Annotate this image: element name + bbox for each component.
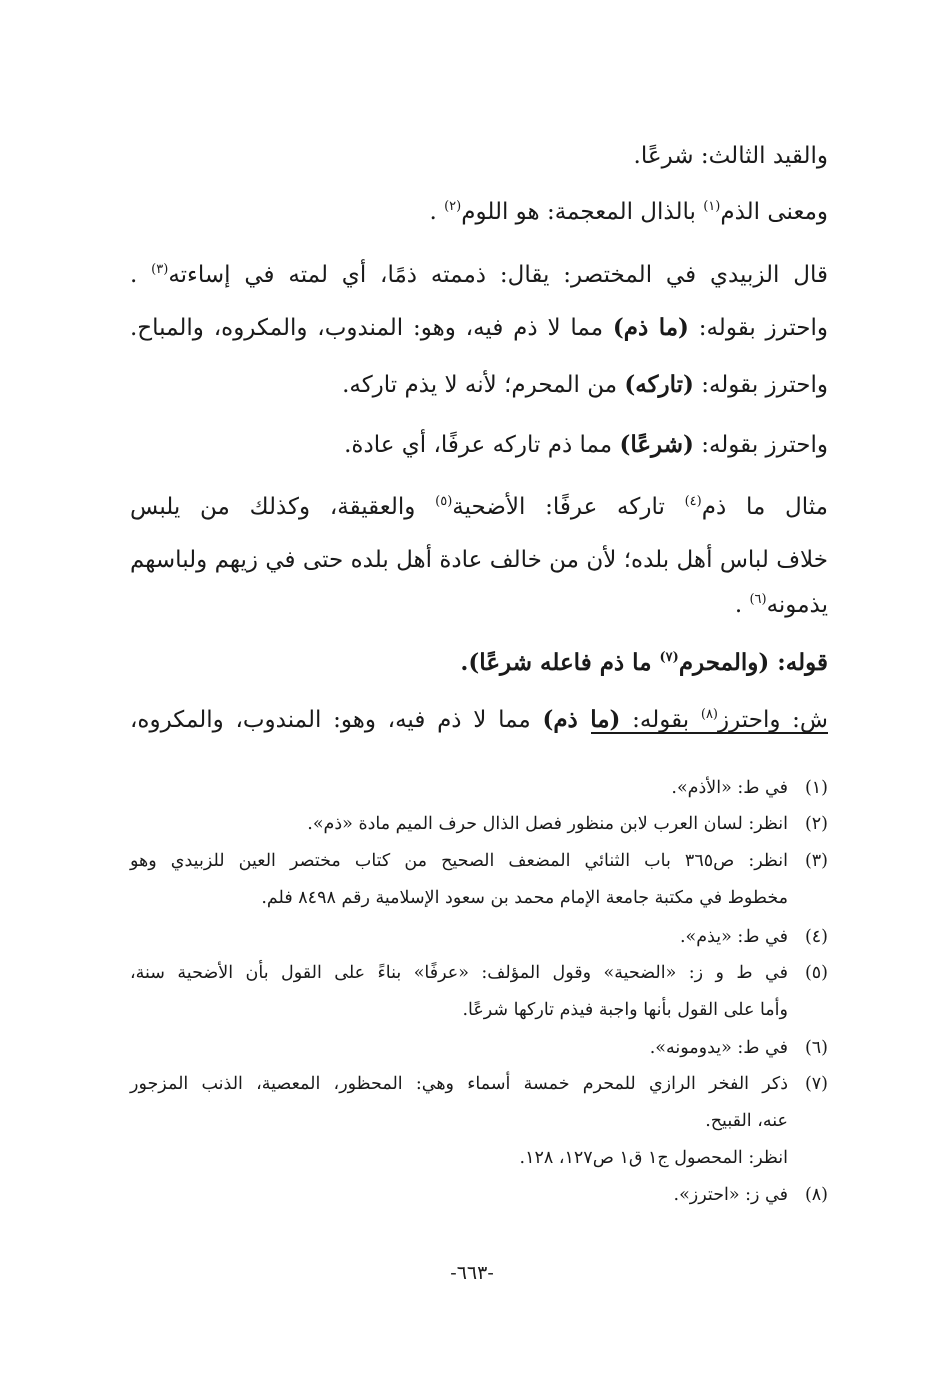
- footnote-ref-4: (٤): [684, 494, 702, 509]
- footnote-7-reference: انظر: المحصول ج١ ق١ ص١٢٧، ١٢٨.: [519, 1148, 788, 1168]
- footnote-ref-8: (٨): [700, 707, 718, 722]
- footnote-ref-2: (٢): [444, 199, 462, 214]
- page-number: -٦٦٣-: [450, 1262, 494, 1284]
- paragraph-commentary: ش: واحترز$^{(٨)}$ بقوله: (ما ذم) مما لا ذم فيه، وهو: المندوب، والمكروه،: [130, 706, 828, 733]
- footnote-4: (٤)في ط: «يذم».: [679, 927, 828, 947]
- footnote-3-continuation: مخطوط في مكتبة جامعة الإمام محمد بن سعود الإسلامية رقم ٨٤٩٨ فلم.: [261, 888, 788, 908]
- footnote-8: (٨)في ز: «احترز».: [673, 1185, 828, 1205]
- paragraph-exclusion-ma-dhumma: واحترز بقوله: (ما ذم) مما لا ذم فيه، وهو: المندوب، والمكروه، والمباح.: [130, 314, 828, 341]
- footnote-separator: [591, 732, 828, 734]
- paragraph-example-line-2: خلاف لباس أهل بلده؛ لأن من خالف عادة أهل بلده حتى في زيهم ولباسهم: [130, 547, 828, 573]
- paragraph-example-line-3: يذمونه$^{(٦)}$ .: [734, 592, 828, 618]
- paragraph-definition-muharram: قوله: (والمحرم$^{(٧)}$ ما ذم فاعله شرعًا).: [460, 649, 828, 676]
- footnote-7-continuation: عنه، القبيح.: [705, 1111, 788, 1131]
- footnote-2: (٢)انظر: لسان العرب لابن منظور فصل الذال حرف الميم مادة «ذم».: [307, 814, 828, 834]
- footnote-ref-3: (٣): [151, 262, 169, 277]
- paragraph-meaning-of-blame: ومعنى الذم$^{(١)}$ بالذال المعجمة: هو اللوم$^{(٢)}$ .: [429, 199, 828, 225]
- paragraph-zubaidi-quote: قال الزبيدي في المختصر: يقال: ذممته ذمًا، أي لمته في إساءته$^{(٣)}$ .: [130, 262, 829, 288]
- paragraph-third-condition: والقيد الثالث: شرعًا.: [633, 143, 828, 169]
- footnote-5: (٥)في ط و ز: «الضحية» وقول المؤلف: «عرفًا» بناءً على القول بأن الأضحية سنة،: [130, 963, 828, 983]
- footnote-ref-6: (٦): [749, 592, 767, 607]
- paragraph-example-line-1: مثال ما ذم$^{(٤)}$ تاركه عرفًا: الأضحية$^{(٥)}$ والعقيقة، وكذلك من يلبس: [130, 494, 828, 520]
- footnote-1: (١)في ط: «الأذم».: [671, 778, 828, 798]
- footnote-5-continuation: وأما على القول بأنها واجبة فيذم تاركها شرعًا.: [462, 1000, 788, 1020]
- paragraph-exclusion-tarikuhu: واحترز بقوله: (تاركه) من المحرم؛ لأنه لا يذم تاركه.: [342, 371, 828, 398]
- paragraph-exclusion-sharan: واحترز بقوله: (شرعًا) مما ذم تاركه عرفًا، أي عادة.: [344, 431, 828, 458]
- footnote-ref-7: (٧): [659, 650, 679, 665]
- footnote-6: (٦)في ط: «يدومونه».: [649, 1038, 828, 1058]
- footnote-ref-5: (٥): [435, 494, 453, 509]
- footnote-7: (٧)ذكر الفخر الرازي للمحرم خمسة أسماء وهي: المحظور، المعصية، الذنب المزجور: [130, 1074, 828, 1094]
- footnote-3: (٣)انظر: ص٣٦٥ باب الثنائي المضعف الصحيح من كتاب مختصر العين للزبيدي وهو: [130, 851, 828, 871]
- footnote-ref-1: (١): [703, 199, 721, 214]
